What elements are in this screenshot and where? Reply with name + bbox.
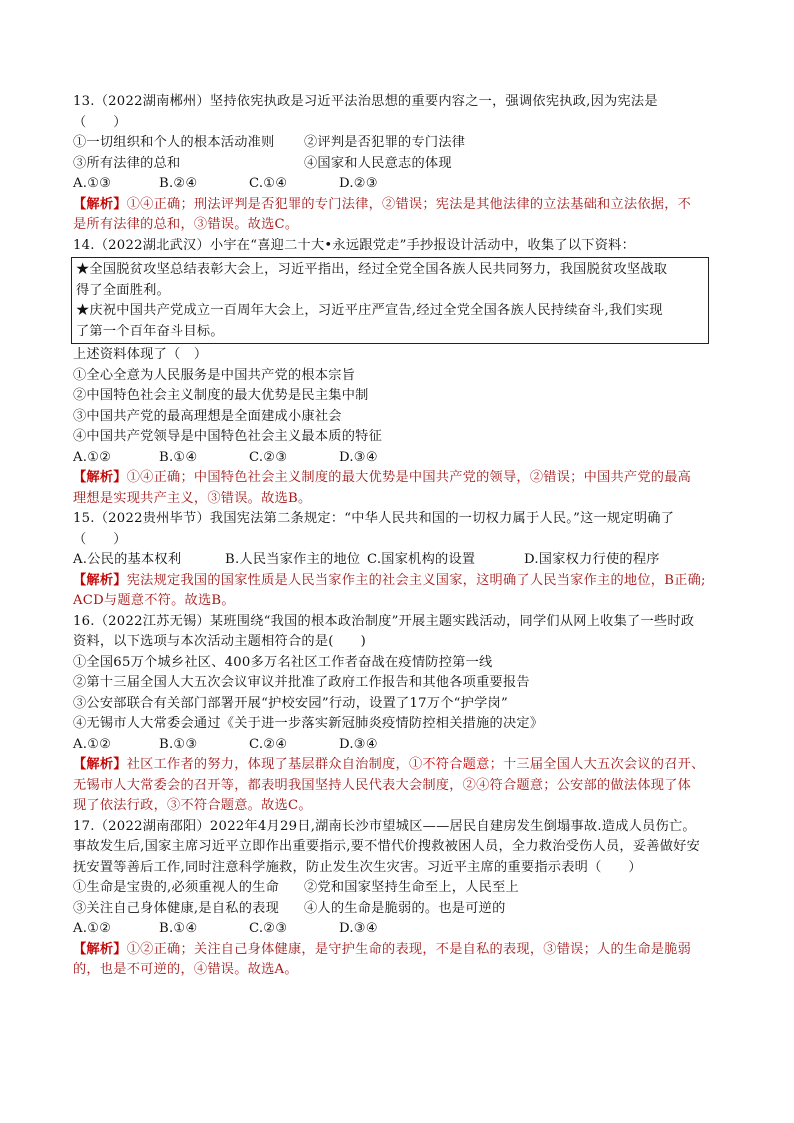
q16-item-3: ③公安部联合有关部门部署开展“护校安园”行动，设置了17万个“护学岗” bbox=[73, 695, 508, 711]
q14-options bbox=[73, 448, 723, 469]
q16-option-d: D.③④ bbox=[339, 736, 378, 752]
q13-option-b: B.②④ bbox=[159, 176, 198, 191]
q17-item-1: ①生命是宝贵的,必须重视人的生命 bbox=[73, 880, 280, 895]
q17-stem-line1: 17.（2022湖南邵阳）2022年4月29日,湖南长沙市望城区——居民自建房发生倒塌事故.造成人员伤亡。 bbox=[73, 818, 696, 834]
q14-option-a: A.①② bbox=[73, 449, 112, 465]
q16-option-a: A.①② bbox=[73, 736, 112, 752]
q13-items-row1 bbox=[73, 133, 723, 154]
question-13 bbox=[73, 92, 723, 236]
q17-item-2: ②党和国家坚持生命至上，人民至上 bbox=[304, 880, 519, 895]
q16-option-b: B.①③ bbox=[159, 736, 198, 752]
q17-options bbox=[73, 919, 723, 940]
q14-analysis-line2: 理想是实现共产主义，③错误。故选B。 bbox=[73, 490, 312, 506]
q16-analysis-highlight: ①不符合题意 bbox=[408, 757, 490, 772]
analysis-tag: 【解析】 bbox=[73, 470, 127, 485]
q16-options bbox=[73, 735, 723, 756]
q13-options bbox=[73, 174, 723, 195]
question-14 bbox=[73, 236, 723, 510]
q15-stem: 15.（2022贵州毕节）我国宪法第二条规定：“中华人民共和国的一切权力属于人民。”这一规定明确了 bbox=[73, 511, 675, 526]
q15-analysis-text1: 宪法规定我国的国家性质是人民当家作主的社会主义国家，这明确了人民当家作主的地位，B正确; bbox=[126, 572, 706, 588]
q14-analysis-line1 bbox=[73, 468, 723, 489]
q14-option-d: D.③④ bbox=[339, 449, 378, 465]
analysis-tag: 【解析】 bbox=[73, 196, 127, 212]
q17-option-b: B.①④ bbox=[159, 921, 198, 936]
q13-analysis-text1: ①④正确；刑法评判是否犯罪的专门法律，②错误；宪法是其他法律的立法基础和立法依据，不 bbox=[126, 196, 692, 212]
q16-item-4: ④无锡市人大常委会通过《关于进一步落实新冠肺炎疫情防控相关措施的决定》 bbox=[73, 716, 544, 731]
q15-option-a: A.公民的基本权利 bbox=[73, 552, 182, 567]
q16-analysis-text1c: ；十三届全国人大五次会议的召开、 bbox=[489, 757, 705, 772]
q14-analysis-text1: ①④正确；中国特色社会主义制度的最大优势是中国共产党的领导，②错误；中国共产党的最高 bbox=[126, 470, 692, 485]
q14-material-2b: 了第一个百年奋斗目标。 bbox=[76, 323, 224, 339]
q13-answer-paren: （ ） bbox=[73, 114, 127, 130]
q17-option-a: A.①② bbox=[73, 921, 112, 936]
q17-items-row2 bbox=[73, 899, 723, 920]
q17-analysis-text1: ①②正确；关注自己身体健康，是守护生命的表现，不是自私的表现，③错误；人的生命是脆弱 bbox=[126, 941, 692, 957]
q13-item-3: ③所有法律的总和 bbox=[73, 155, 181, 171]
q13-item-4: ④国家和人民意志的体现 bbox=[304, 155, 452, 171]
q13-items-row2 bbox=[73, 154, 723, 175]
q14-material-2a: ★庆祝中国共产党成立一百周年大会上，习近平庄严宣告,经过全党全国各族人民持续奋斗,我们实现 bbox=[76, 303, 663, 318]
q13-option-a: A.①③ bbox=[73, 176, 112, 191]
q14-item-3: ③中国共产党的最高理想是全面建成小康社会 bbox=[73, 408, 342, 424]
question-16 bbox=[73, 612, 723, 817]
q16-stem-line2: 资料，以下选项与本次活动主题相符合的是( ) bbox=[73, 634, 366, 649]
q13-stem: 13.（2022湖南郴州）坚持依宪执政是习近平法治思想的重要内容之一，强调依宪执政,因为宪法是 bbox=[73, 94, 658, 109]
q17-option-d: D.③④ bbox=[339, 921, 378, 936]
q15-analysis-line1 bbox=[73, 571, 723, 592]
q15-option-d: D.国家权力行使的程序 bbox=[524, 552, 660, 567]
q17-analysis-line1 bbox=[73, 940, 723, 961]
q15-answer-paren: （ ） bbox=[73, 531, 127, 547]
q14-prompt: 上述资料体现了（ ） bbox=[73, 347, 208, 362]
q13-analysis-line1 bbox=[73, 195, 723, 216]
q14-item-1: ①全心全意为人民服务是中国共产党的根本宗旨 bbox=[73, 367, 356, 383]
q13-item-2: ②评判是否犯罪的专门法律 bbox=[304, 135, 466, 150]
q16-analysis-line3: 现了依法行政，③不符合题意。故选C。 bbox=[73, 798, 312, 813]
analysis-tag: 【解析】 bbox=[73, 941, 127, 957]
q16-analysis-line2: 无锡市人大常委会的召开等，都表明我国坚持人民代表大会制度，②④符合题意；公安部的做法体现了体 bbox=[73, 777, 692, 793]
q16-item-2: ②第十三届全国人大五次会议审议并批准了政府工作报告和其他各项重要报告 bbox=[73, 675, 530, 690]
question-page bbox=[73, 92, 723, 981]
question-17 bbox=[73, 817, 723, 981]
q13-item-1: ①一切组织和个人的根本活动准则 bbox=[73, 135, 275, 150]
q16-analysis-text1a: 社区工作者的努力，体现了基层群众自治制度， bbox=[126, 757, 409, 772]
q16-analysis-line1 bbox=[73, 755, 723, 776]
q15-analysis-line2: ACD与题意不符。故选B。 bbox=[73, 593, 235, 608]
q13-analysis-line2: 是所有法律的总和，③错误。故选C。 bbox=[73, 217, 299, 232]
q14-material-box bbox=[71, 257, 709, 344]
q17-items-row1 bbox=[73, 878, 723, 899]
q17-option-c: C.②③ bbox=[249, 921, 288, 936]
q17-stem-line2: 事故发生后,国家主席习近平立即作出重要指示,要不惜代价搜救被困人员，全力救治受伤人员，妥善做好安 bbox=[73, 839, 701, 854]
q17-analysis-line2: 的，也是不可逆的，④错误。故选A。 bbox=[73, 962, 298, 977]
q15-option-c: C.国家机构的设置 bbox=[367, 552, 476, 567]
q14-option-b: B.①④ bbox=[159, 449, 198, 465]
q17-stem-line3: 抚安置等善后工作,同时注意科学施救，防止发生次生灾害。习近平主席的重要指示表明（ ） bbox=[73, 859, 642, 875]
analysis-tag: 【解析】 bbox=[73, 757, 127, 772]
q14-option-c: C.②③ bbox=[249, 449, 288, 465]
q13-option-c: C.①④ bbox=[249, 176, 288, 191]
q16-option-c: C.②④ bbox=[249, 736, 288, 752]
q17-item-3: ③关注自己身体健康,是自私的表现 bbox=[73, 900, 280, 916]
q14-item-4: ④中国共产党领导是中国特色社会主义最本质的特征 bbox=[73, 429, 383, 444]
q16-stem-line1: 16.（2022江苏无锡）某班围绕“我国的根本政治制度”开展主题实践活动，同学们从网上收集了一些时政 bbox=[73, 613, 695, 629]
question-15 bbox=[73, 509, 723, 612]
q13-option-d: D.②③ bbox=[339, 176, 378, 191]
q15-option-b: B.人民当家作主的地位 bbox=[225, 552, 361, 567]
q15-options bbox=[73, 550, 723, 571]
q16-item-1: ①全国65万个城乡社区、400多万名社区工作者奋战在疫情防控第一线 bbox=[73, 654, 493, 670]
q14-item-2: ②中国特色社会主义制度的最大优势是民主集中制 bbox=[73, 388, 369, 403]
q17-item-4: ④人的生命是脆弱的。也是可逆的 bbox=[304, 900, 506, 916]
q14-stem: 14.（2022湖北武汉）小宇在“喜迎二十大•永远跟党走”手抄报设计活动中，收集了以下资料： bbox=[73, 237, 636, 253]
analysis-tag: 【解析】 bbox=[73, 572, 127, 588]
q14-material-1a: ★全国脱贫攻坚总结表彰大会上，习近平指出，经过全党全国各族人民共同努力，我国脱贫攻坚战取 bbox=[76, 262, 668, 277]
q14-material-1b: 得了全面胜利。 bbox=[76, 282, 171, 298]
